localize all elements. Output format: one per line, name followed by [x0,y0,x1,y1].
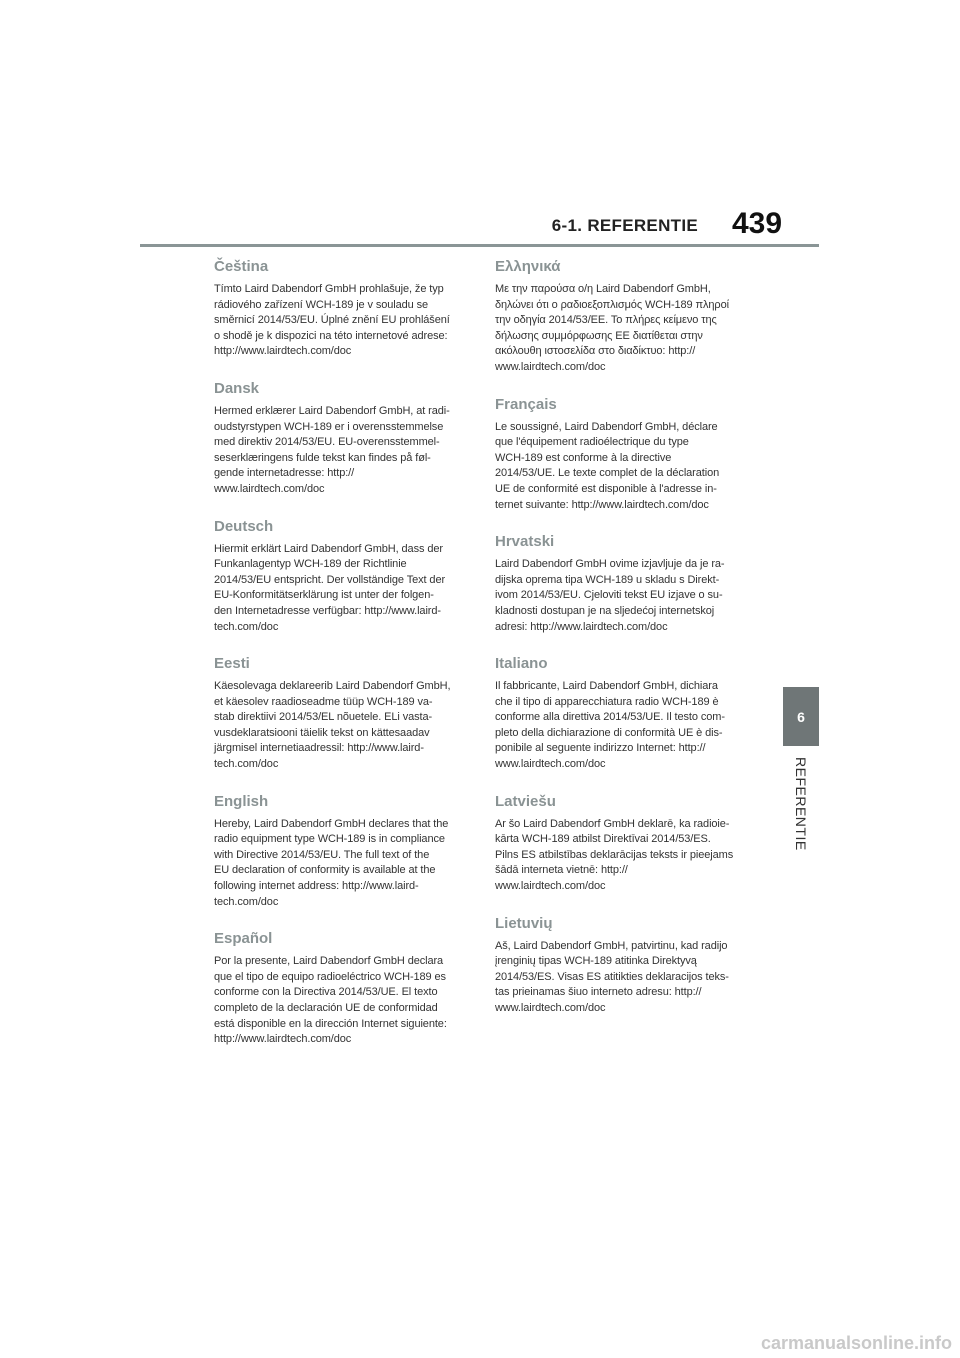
header-rule [140,244,819,247]
declaration-text: Ar šo Laird Dabendorf GmbH deklarē, ka radioie- kārta WCH-189 atbilst Direktīvai 2014/53/ES. Pilns ES atbilstības deklarācijas teksts ir pieejams šādā interneta vietnē: http:// www.lairdtech.com/doc [495,817,734,893]
language-block-hrvatski [495,533,761,635]
language-heading: Eesti [214,655,250,673]
declaration-text: Por la presente, Laird Dabendorf GmbH declara que el tipo de equipo radioeléctrico WCH-189 es conforme con la Directiva 2014/53/UE. El texto completo de la declaración UE de conformidad está disponible en la dirección Internet siguiente: http://www.lairdtech.com/doc [214,955,447,1046]
chapter-label-text: REFERENTIE [793,757,809,851]
declaration-text: Aš, Laird Dabendorf GmbH, patvirtinu, kad radijo įrenginių tipas WCH-189 atitinka Direktyvą 2014/53/ES. Visas ES atitikties deklaracijos teks- tas prieinamas šiuo interneto adresu: http:// www.lairdtech.com/doc [495,939,729,1014]
declaration-text: Käesolevaga deklareerib Laird Dabendorf GmbH, et käesolev raadioseadme tüüp WCH-189 va- stab direktiivi 2014/53/EL nõuetele. ELi vasta- vusdeklaratsiooni täielik tekst on kättesaadav järgmisel internetiaadressil: http://www.laird- tech.com/doc [214,680,451,771]
language-block-francais [495,396,761,514]
page-header [0,0,960,248]
language-heading: Español [214,930,273,948]
language-block-ellinika [495,258,761,376]
declaration-text: Laird Dabendorf GmbH ovime izjavljuje da je ra- dijska oprema tipa WCH-189 u skladu s Direkt- ivom 2014/53/EU. Cjeloviti tekst EU izjave o su- kladnosti dostupan je na sljedećoj internetskoj adresi: http://www.lairdtech.com/doc [495,558,725,633]
language-block-lietuviu [495,915,761,1017]
language-block-espanol [214,930,480,1048]
language-heading: Hrvatski [495,533,555,551]
language-block-latviesu [495,793,761,895]
language-block-eesti [214,655,480,773]
declaration-text: Il fabbricante, Laird Dabendorf GmbH, dichiara che il tipo di apparecchiatura radio WCH-189 è conforme alla direttiva 2014/53/UE. Il testo com- pleto della dichiarazione di conformità UE è dis- ponibile al seguente indirizzo Internet: http:// www.lairdtech.com/doc [495,680,725,771]
right-column [495,258,761,1037]
language-heading: Dansk [214,379,260,397]
page-number: 439 [732,207,783,240]
language-block-italiano [495,655,761,773]
declaration-text: Hermed erklærer Laird Dabendorf GmbH, at radi- oudstyrstypen WCH-189 er i overensstemmelse med direktiv 2014/53/EU. EU-overensstemmel- seserklæringens fulde tekst kan findes på føl- gende internetadresse: http:// www.lairdtech.com/doc [214,404,450,495]
declaration-text: Hereby, Laird Dabendorf GmbH declares that the radio equipment type WCH-189 is in compliance with Directive 2014/53/EU. The full text of the EU declaration of conformity is available at the following internet address: http://www.laird- tech.com/doc [214,817,449,908]
language-block-deutsch [214,518,480,636]
declaration-text: Le soussigné, Laird Dabendorf GmbH, déclare que l'équipement radioélectrique du type WCH-189 est conforme à la directive 2014/53/UE. Le texte complet de la déclaration UE de conformité est disponible à l'adresse in- ternet suivante: http://www.lairdtech.com/doc [495,420,720,511]
watermark: carmanualsonline.info [760,1333,952,1353]
language-heading: Italiano [495,655,548,673]
language-heading: Deutsch [214,517,274,535]
declaration-text: Με την παρούσα ο/η Laird Dabendorf GmbH, δηλώνει ότι ο ραδιοεξοπλισμός WCH-189 πληροί την οδηγία 2014/53/ΕΕ. Το πλήρες κείμενο της δήλωσης συμμόρφωσης ΕΕ διατίθεται στην ακόλουθη ιστοσελίδα στο διαδίκτυο: http:// www.lairdtech.com/doc [495,283,729,373]
declaration-text: Hiermit erklärt Laird Dabendorf GmbH, dass der Funkanlagentyp WCH-189 der Richtlinie 2014/53/EU entspricht. Der vollständige Text der EU-Konformitätserklärung ist unter der folgen- den Internetadresse verfügbar: http://www.laird- tech.com/doc [214,542,446,633]
section-title: 6-1. REFERENTIE [551,216,698,235]
language-heading: English [214,792,269,810]
language-heading: Français [495,395,557,413]
language-heading: Latviešu [495,792,556,810]
language-heading: Ελληνικά [495,258,561,275]
chapter-tab [783,687,819,746]
language-block-dansk [214,380,480,498]
chapter-side-label [783,757,819,857]
chapter-number: 6 [797,708,805,725]
language-heading: Lietuvių [495,914,553,932]
language-block-english [214,793,480,911]
language-block-cestina [214,258,480,360]
declaration-text: Tímto Laird Dabendorf GmbH prohlašuje, že typ rádiového zařízení WCH-189 je v souladu se směrnicí 2014/53/EU. Úplné znění EU prohlášení o shodě je k dispozici na této internetové adrese: http://www.lairdtech.com/doc [214,283,450,358]
left-column [214,258,480,1068]
language-heading: Čeština [214,258,269,275]
